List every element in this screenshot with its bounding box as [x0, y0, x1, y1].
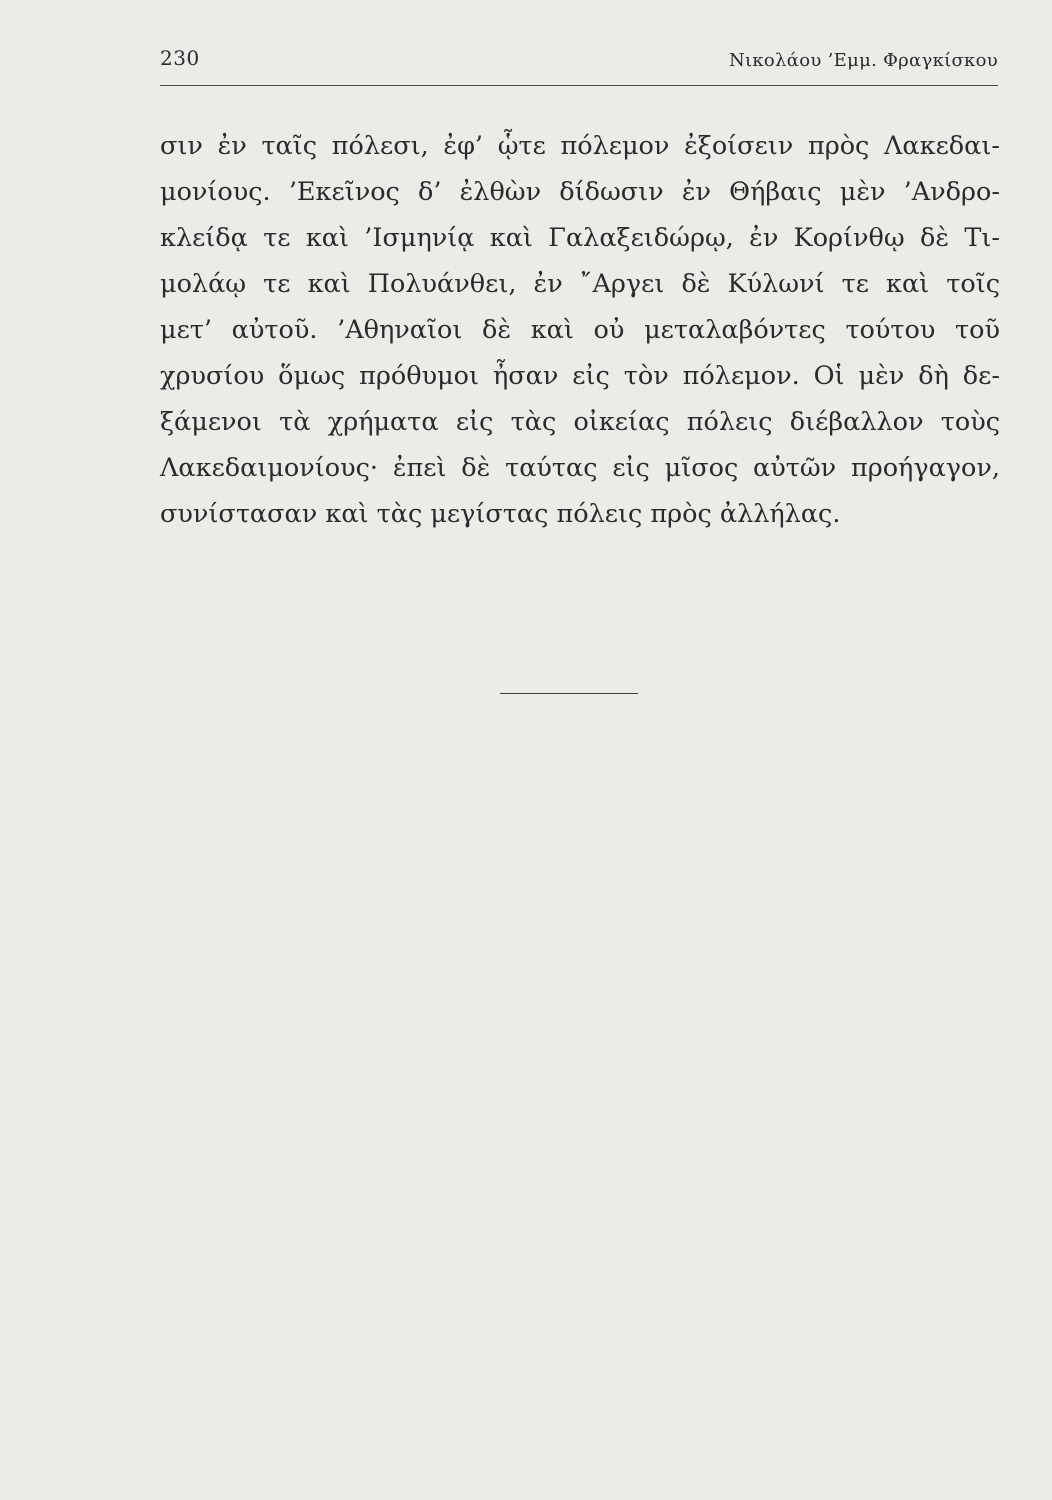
text-line: μονίους. ’Εκεῖνος δ’ ἐλθὼν δίδωσιν ἐν Θήβαις μὲν ’Ανδρο-	[160, 177, 1000, 207]
text-line: ξάμενοι τὰ χρήματα εἰς τὰς οἰκείας πόλεις διέβαλλον τοὺς	[160, 407, 1000, 437]
text-line: χρυσίου ὅμως πρόθυμοι ἦσαν εἰς τὸν πόλεμον. Οἱ μὲν δὴ δε-	[160, 361, 1000, 391]
header-rule	[160, 85, 998, 86]
text-line: κλείδᾳ τε καὶ ’Ισμηνίᾳ καὶ Γαλαξειδώρῳ, ἐν Κορίνθῳ δὲ Τι-	[160, 223, 1000, 253]
page-number: 230	[160, 46, 200, 70]
running-title: Νικολάου ’Εμμ. Φραγκίσκου	[728, 50, 998, 71]
section-end-rule	[500, 693, 638, 694]
text-line: μετ’ αὐτοῦ. ’Αθηναῖοι δὲ καὶ οὐ μεταλαβόντες τούτου τοῦ	[160, 315, 1000, 345]
body-paragraph	[160, 123, 1000, 537]
text-line: σιν ἐν ταῖς πόλεσι, ἐφ’ ᾧτε πόλεμον ἐξοίσειν πρὸς Λακεδαι-	[160, 131, 1000, 161]
text-line: μολάῳ τε καὶ Πολυάνθει, ἐν ῎Αργει δὲ Κύλωνί τε καὶ τοῖς	[160, 269, 1000, 299]
text-line: συνίστασαν καὶ τὰς μεγίστας πόλεις πρὸς ἀλλήλας.	[160, 499, 841, 529]
running-head	[160, 46, 998, 80]
text-line: Λακεδαιμονίους· ἐπεὶ δὲ ταύτας εἰς μῖσος αὐτῶν προήγαγον,	[160, 453, 1000, 483]
